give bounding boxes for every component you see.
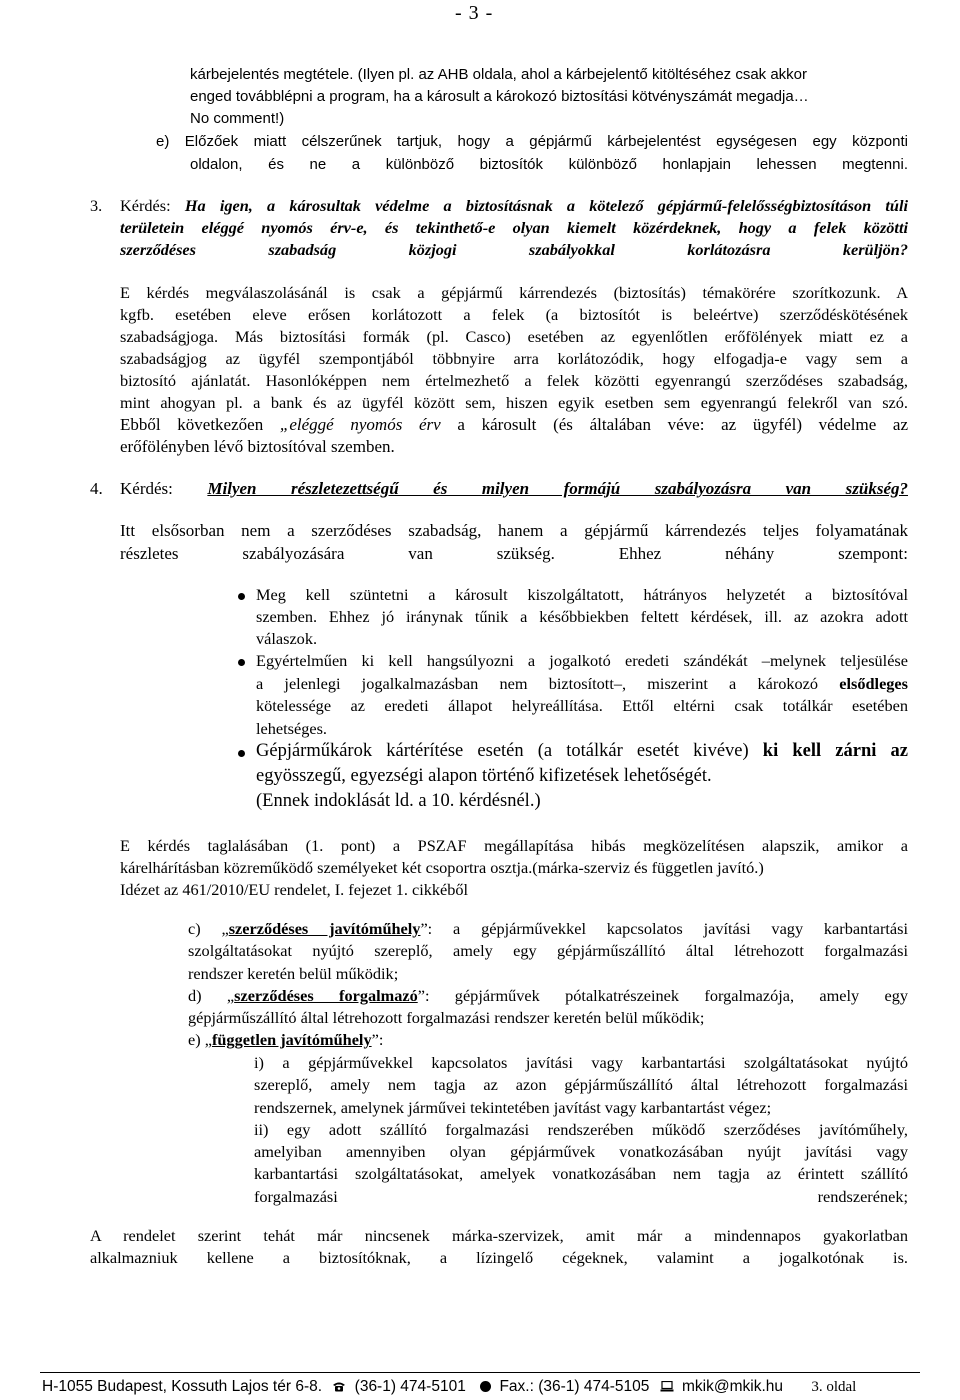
footer-divider <box>40 1372 920 1373</box>
q4-discussion <box>120 835 908 901</box>
quote-term: szerződéses forgalmazó <box>234 985 418 1005</box>
q3-answer-line: szabadságjog az ügyfél szempontjából többnyire arra korlátozódik, hogy elfogadja-e vagy sem a <box>120 349 908 368</box>
discussion-line: kárelhárításban közreműködő személyeket két csoportra osztja.(márka-szerviz és független javító.) <box>120 858 764 877</box>
quote-text: ”: gépjárművek pótalkatrészeinek forgalmazója, amely egy <box>417 985 909 1005</box>
final-line: alkalmazniuk kellene a biztosítóknak, a lízingelő cégeknek, valamint a jogalkotónak is. <box>90 1248 908 1267</box>
final-line: A rendelet szerint tehát már nincsenek márka-szervizek, amit már a mindennapos gyakorlatban <box>90 1226 908 1245</box>
q4-label: Kérdés: <box>120 479 173 498</box>
bullet-dot <box>238 750 245 757</box>
q4-answer <box>120 519 908 565</box>
quote-term: szerződéses javítóműhely <box>228 919 421 938</box>
quote-text: ”: <box>371 1030 384 1050</box>
subitem-line: amelyiban amennyiben olyan gépjárművek vonatkozásában nyújt javítási vagy <box>254 1142 908 1162</box>
bullet-item <box>256 650 908 740</box>
subitem-line: i) a gépjárművekkel kapcsolatos javítási vagy karbantartási szolgáltatásokat nyújtó <box>254 1053 908 1072</box>
quote-text: gépjárműszállító által létrehozott forgalmazási rendszer keretén belül működik; <box>188 1008 705 1028</box>
regulation-quote <box>188 918 908 1052</box>
bullet-bold: elsődleges <box>839 673 908 693</box>
bullet-line: a jelenlegi jogalkalmazásban nem biztosított–, miszerint a károkozó <box>256 673 819 693</box>
phone-icon <box>332 1381 346 1392</box>
subitem-text: forgalmazási rendszerének; <box>254 1186 908 1206</box>
q3-answer-line: mint ahogyan pl. a bank és az ügyfél között sem, hiszen egyik esetben sem egyenrangú felekről van szó. <box>120 393 908 412</box>
q4-answer-line: részletes szabályozására van szükség. Ehhez néhány szempont: <box>120 544 908 563</box>
final-paragraph <box>90 1225 908 1269</box>
footer-phone: (36-1) 474-5101 <box>354 1378 466 1395</box>
subitem-line: rendszernek, amelynek járművei tekintetében javítást vagy karbantartást végez; <box>254 1097 772 1117</box>
quote-prefix: c) „ <box>188 919 229 938</box>
q3-answer-line: biztosító ajánlatát. Hasonlóképpen nem értelmezhető a felek közötti egyenrangú szerződéses szabadság, <box>120 371 908 390</box>
bullet-dot <box>238 593 245 600</box>
subitem-line: ii) egy adott szállító forgalmazási rendszerében működő szerződéses javítóműhely, <box>254 1119 908 1139</box>
item-e-line: e) Előzőek miatt célszerűnek tartjuk, hogy a gépjármű kárbejelentést egységesen egy központi <box>156 133 908 150</box>
q3-conclusion: erőfölényben lévő biztosítóval szemben. <box>120 437 395 456</box>
bullet-line: (Ennek indoklását ld. a 10. kérdésnél.) <box>256 791 541 811</box>
intro-paragraph <box>190 64 908 130</box>
bullet-line: Meg kell szüntetni a károsult kiszolgáltatott, hátrányos helyzetét a biztosítóval <box>256 585 908 604</box>
item-e <box>156 130 908 176</box>
computer-icon <box>660 1381 674 1392</box>
q3-question-text: Ha igen, a károsultak védelme a biztosításnak a kötelező gépjármű-felelősségbiztosításon túli <box>184 196 908 215</box>
bullet-line: Egyértelműen ki kell hangsúlyozni a jogalkotó eredeti szándékát –melynek teljesülése <box>256 651 908 670</box>
bullet-dot <box>238 659 245 666</box>
discussion-line: Idézet az 461/2010/EU rendelet, I. fejezet 1. cikkéből <box>120 880 469 899</box>
discussion-line: E kérdés taglalásában (1. pont) a PSZAF megállapítása hibás megközelítésen alapszik, amikor a <box>120 836 908 855</box>
bullet-line: Gépjárműkárok kártérítése esetén (a totálkár esetét kivéve) <box>256 741 749 761</box>
bullet-item <box>256 739 908 814</box>
footer-page-label: 3. oldal <box>811 1379 857 1395</box>
quote-text: ”: a gépjárművekkel kapcsolatos javítási vagy karbantartási <box>420 919 908 938</box>
q3-conclusion-emphasis: „eléggé nyomós érv <box>279 415 441 434</box>
intro-line: enged továbblépni a program, ha a károsult a károkozó biztosítási kötvényszámát megadja… <box>190 88 809 105</box>
q3-label: Kérdés: <box>120 196 171 215</box>
q3-answer-line: kgfb. esetében eleve erősen korlátozott a felek (a biztosítót is beleértve) szerződéskötésének <box>120 305 908 324</box>
page-number: - 3 - <box>455 2 494 24</box>
q4-number: 4. <box>90 479 103 498</box>
page-footer <box>42 1378 856 1396</box>
q3-number: 3. <box>90 196 103 215</box>
quote-prefix: e) „ <box>188 1030 212 1050</box>
bullet-bold: ki kell zárni az <box>762 741 908 761</box>
q3-question-text: területein eléggé nyomós érv-e, és tekinthető-e olyan kiemelt közérdeknek, hogy a felek közötti <box>120 218 908 237</box>
q4-answer-line: Itt elsősorban nem a szerződéses szabadság, hanem a gépjármű kárrendezés teljes folyamatának <box>120 521 908 540</box>
quote-text: szolgáltatásokat nyújtó szereplő, amely egy gépjárműszállító által létrehozott forgalmazási <box>188 941 908 961</box>
q3-answer <box>120 282 908 458</box>
bullet-line: egyösszegű, egyezségi alapon történő kifizetések lehetőségét. <box>256 766 712 786</box>
q4-question <box>120 478 908 500</box>
q3-conclusion: Ebből következően <box>120 415 264 434</box>
q3-answer-line: szabadságjoga. Más biztosítási formák (pl. Casco) esetében az egyenlőtlen erőfölények miatt ez a <box>120 327 908 346</box>
bullet-line: szemben. Ehhez jó iránynak tűnik a későbbiekben feltett kérdések, ill. az azokra adott <box>256 607 908 626</box>
footer-email: mkik@mkik.hu <box>682 1378 783 1395</box>
q3-question <box>120 195 908 261</box>
footer-address: H-1055 Budapest, Kossuth Lajos tér 6-8. <box>42 1378 323 1395</box>
bullet-line: kötelessége az eredeti állapot helyreállítása. Ettől eltérni csak totálkár esetében <box>256 696 908 716</box>
quote-term: független javítóműhely <box>211 1030 372 1050</box>
q3-answer-line: E kérdés megválaszolásánál is csak a gépjármű kárrendezés (biztosítás) témakörére szorítkozunk. A <box>120 283 908 302</box>
quote-text: rendszer keretén belül működik; <box>188 963 399 983</box>
subitem-line: karbantartási szolgáltatásokat, amelyek vonatkozásában nem tagja az érintett szállító <box>254 1164 908 1184</box>
quote-prefix: d) „ <box>188 985 235 1005</box>
subitem-line: szereplő, amely nem tagja az azon gépjárműszállító által létrehozott forgalmazási <box>254 1075 908 1095</box>
q3-conclusion: a károsult (és általában véve: az ügyfél) védelme az <box>457 415 909 434</box>
fax-bullet-icon <box>480 1381 491 1392</box>
q4-question-text: Milyen részletezettségű és milyen formájú szabályozásra van szükség? <box>207 479 908 498</box>
q3-question-text: szerződéses szabadság közjogi szabályokkal korlátozásra kerüljön? <box>120 240 908 259</box>
intro-line: No comment!) <box>190 110 285 127</box>
bullet-item <box>256 584 908 650</box>
footer-fax: Fax.: (36-1) 474-5105 <box>499 1378 650 1395</box>
intro-line: kárbejelentés megtétele. (Ilyen pl. az AHB oldala, ahol a kárbejelentő kitöltéséhez csak akkor <box>190 66 808 83</box>
bullet-line: lehetséges. <box>256 718 327 738</box>
item-e-line: oldalon, és ne a különböző biztosítók különböző honlapjain lehessen megtenni. <box>190 156 908 173</box>
subitem-line <box>254 1186 908 1208</box>
bullet-line: válaszok. <box>256 629 318 648</box>
regulation-subitems <box>254 1052 908 1208</box>
